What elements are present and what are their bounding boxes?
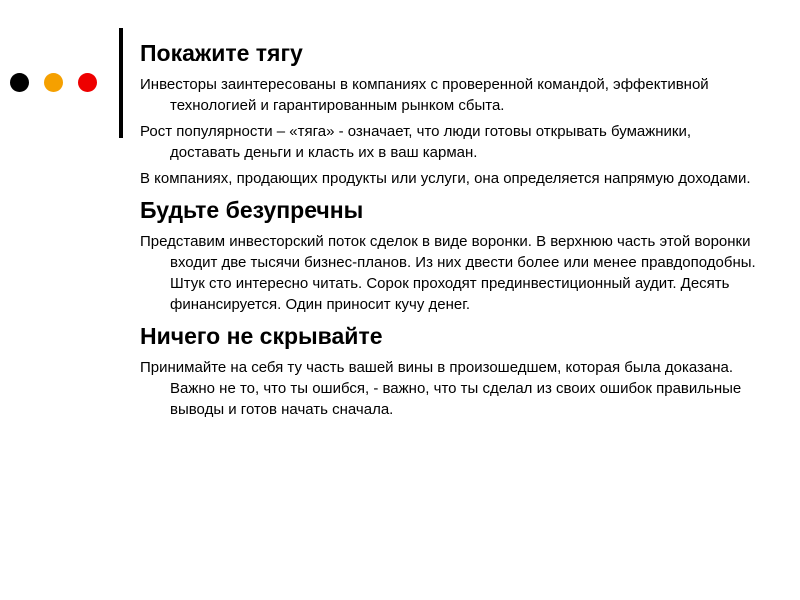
paragraph: Рост популярности – «тяга» - означает, что люди готовы открывать бумажники, доставать деньги и класть их в ваш карман. (140, 123, 692, 161)
slide-content (140, 38, 760, 425)
vertical-divider (119, 28, 123, 138)
paragraph: Представим инвесторский поток сделок в виде воронки. В верхнюю часть этой воронки входит две тысячи бизнес-планов. Из них двести более или менее правдоподобны. Штук сто интересно читать. Сорок проходят прединвестиционный аудит. Десять финансируется. Один приносит кучу денег. (140, 233, 756, 313)
red-dot (78, 73, 97, 92)
decorative-dots (10, 73, 97, 92)
paragraph: Инвесторы заинтересованы в компаниях с проверенной командой, эффективной технологией и гарантированным рынком сбыта. (140, 76, 709, 114)
black-dot (10, 73, 29, 92)
section-heading-flawless: Будьте безупречны (140, 197, 364, 223)
section-heading-traction: Покажите тягу (140, 40, 303, 66)
orange-dot (44, 73, 63, 92)
paragraph: Принимайте на себя ту часть вашей вины в произошедшем, которая была доказана. Важно не то, что ты ошибся, - важно, что ты сделал из своих ошибок правильные выводы и готов начать сначала. (140, 359, 742, 418)
paragraph: В компаниях, продающих продукты или услуги, она определяется напрямую доходами. (140, 170, 751, 187)
section-heading-hide-nothing: Ничего не скрывайте (140, 323, 383, 349)
